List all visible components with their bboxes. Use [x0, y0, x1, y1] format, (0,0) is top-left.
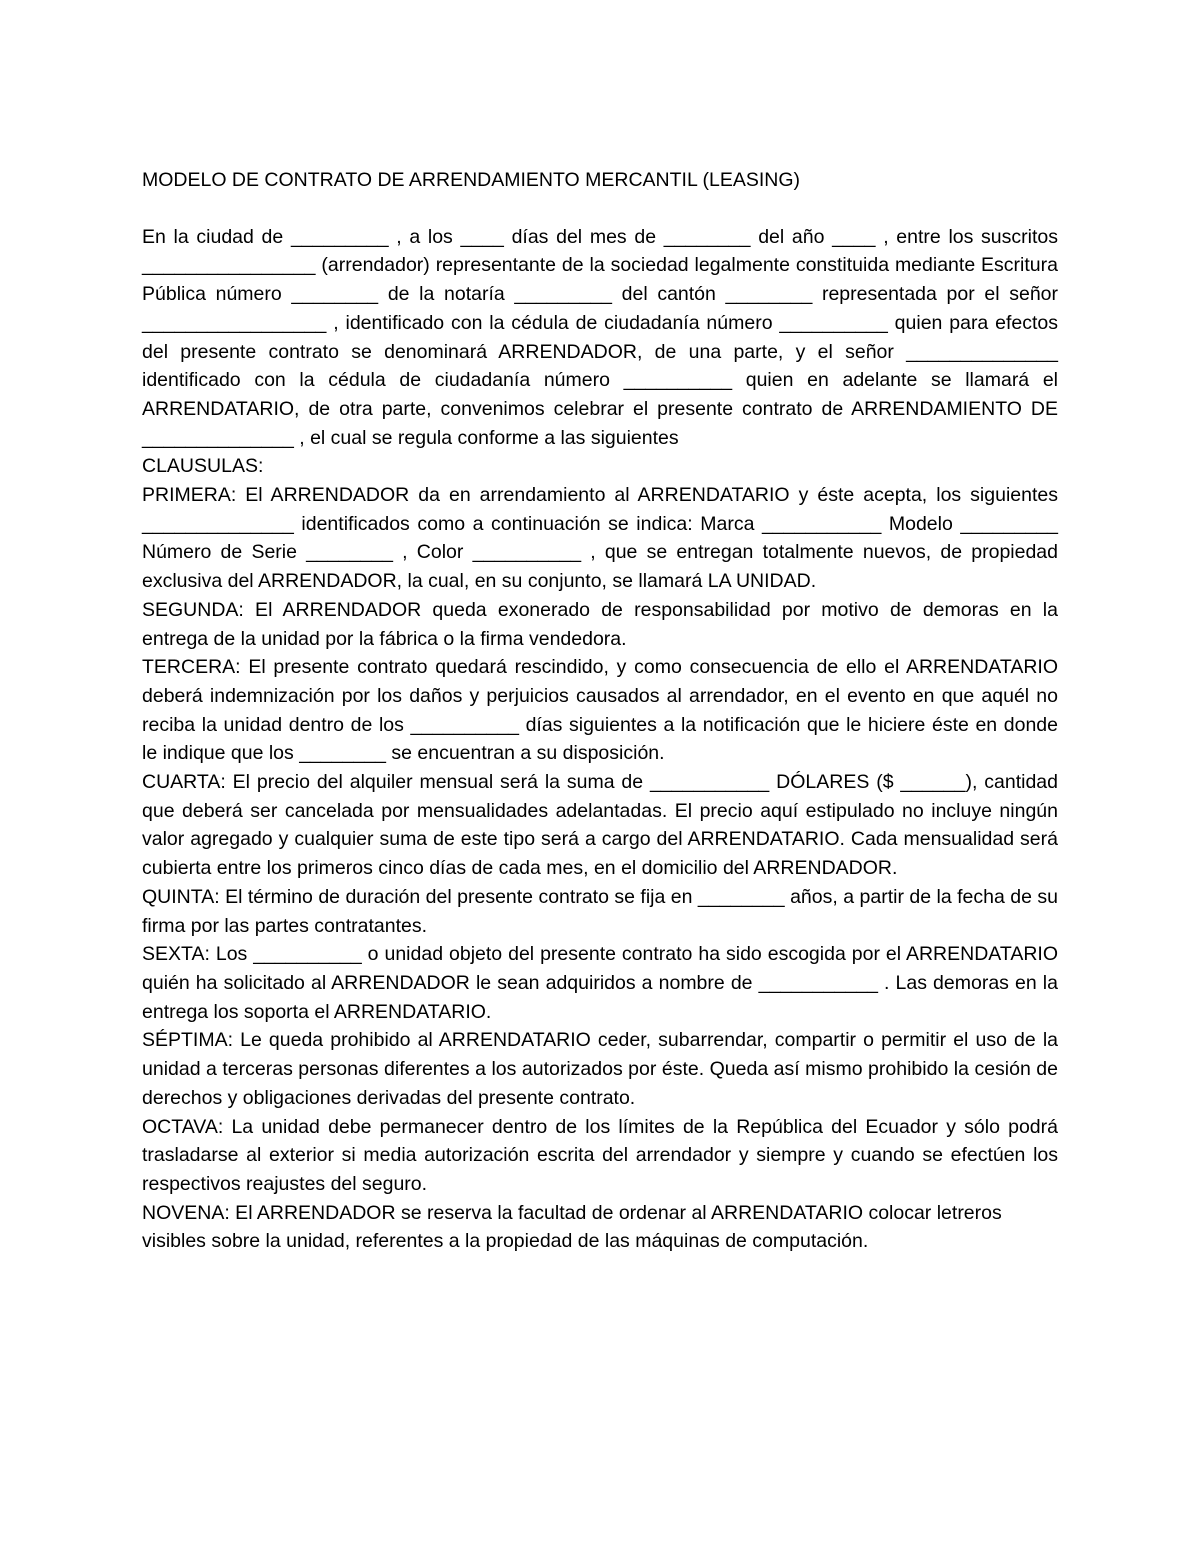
clause-segunda: SEGUNDA: El ARRENDADOR queda exonerado de responsabilidad por motivo de demoras en la entrega de la unidad por la fábrica o la firma vendedora.: [142, 598, 1058, 650]
document-title: MODELO DE CONTRATO DE ARRENDAMIENTO MERCANTIL (LEASING): [142, 169, 801, 191]
clause-primera: PRIMERA: El ARRENDADOR da en arrendamiento al ARRENDATARIO y éste acepta, los siguientes ______________ identificados como a continuación se indica: Marca ___________ Modelo _________ Número de Serie ________ , Color __________ , que se entregan totalmente nuevos, de propiedad exclusiva del ARRENDADOR, la cual, en su conjunto, se llamará LA UNIDAD.: [142, 484, 1058, 593]
document-page: [142, 166, 1058, 1256]
clause-tercera: TERCERA: El presente contrato quedará rescindido, y como consecuencia de ello el ARRENDATARIO deberá indemnización por los daños y perjuicios causados al arrendador, en el evento en que aquél no reciba la unidad dentro de los __________ días siguientes a la notificación que le hiciere éste en donde le indique que los ________ se encuentran a su disposición.: [142, 656, 1058, 765]
clause-sexta: SEXTA: Los __________ o unidad objeto del presente contrato ha sido escogida por el ARRENDATARIO quién ha solicitado al ARRENDADOR le sean adquiridos a nombre de ___________ . Las demoras en la entrega los soporta el ARRENDATARIO.: [142, 943, 1058, 1023]
clause-cuarta: CUARTA: El precio del alquiler mensual será la suma de ___________ DÓLARES ($ ______), cantidad que deberá ser cancelada por mensualidades adelantadas. El precio aquí estipulado no incluye ningún valor agregado y cualquier suma de este tipo será a cargo del ARRENDATARIO. Cada mensualidad será cubierta entre los primeros cinco días de cada mes, en el domicilio del ARRENDADOR.: [142, 771, 1058, 880]
intro-paragraph: En la ciudad de _________ , a los ____ días del mes de ________ del año ____ , entre los suscritos ________________ (arrendador) representante de la sociedad legalmente constituida mediante Escritura Pública número ________ de la notaría _________ del cantón ________ representada por el señor _________________ , identificado con la cédula de ciudadanía número __________ quien para efectos del presente contrato se denominará ARRENDADOR, de una parte, y el señor ______________ identificado con la cédula de ciudadanía número __________ quien en adelante se llamará el ARRENDATARIO, de otra parte, convenimos celebrar el presente contrato de ARRENDAMIENTO DE ______________ , el cual se regula conforme a las siguientes: [142, 225, 1058, 449]
clause-quinta: QUINTA: El término de duración del presente contrato se fija en ________ años, a partir de la fecha de su firma por las partes contratantes.: [142, 885, 1058, 937]
clause-novena: NOVENA: El ARRENDADOR se reserva la facultad de ordenar al ARRENDATARIO colocar letreros visibles sobre la unidad, referentes a la propiedad de las máquinas de computación.: [142, 1201, 1002, 1253]
clause-septima: SÉPTIMA: Le queda prohibido al ARRENDATARIO ceder, subarrendar, compartir o permitir el uso de la unidad a terceras personas diferentes a los autorizados por éste. Queda así mismo prohibido la cesión de derechos y obligaciones derivadas del presente contrato.: [142, 1029, 1058, 1109]
clause-octava: OCTAVA: La unidad debe permanecer dentro de los límites de la República del Ecuador y sólo podrá trasladarse al exterior si media autorización escrita del arrendador y siempre y cuando se efectúen los respectivos reajustes del seguro.: [142, 1115, 1058, 1195]
clauses-heading: CLAUSULAS:: [142, 455, 264, 478]
